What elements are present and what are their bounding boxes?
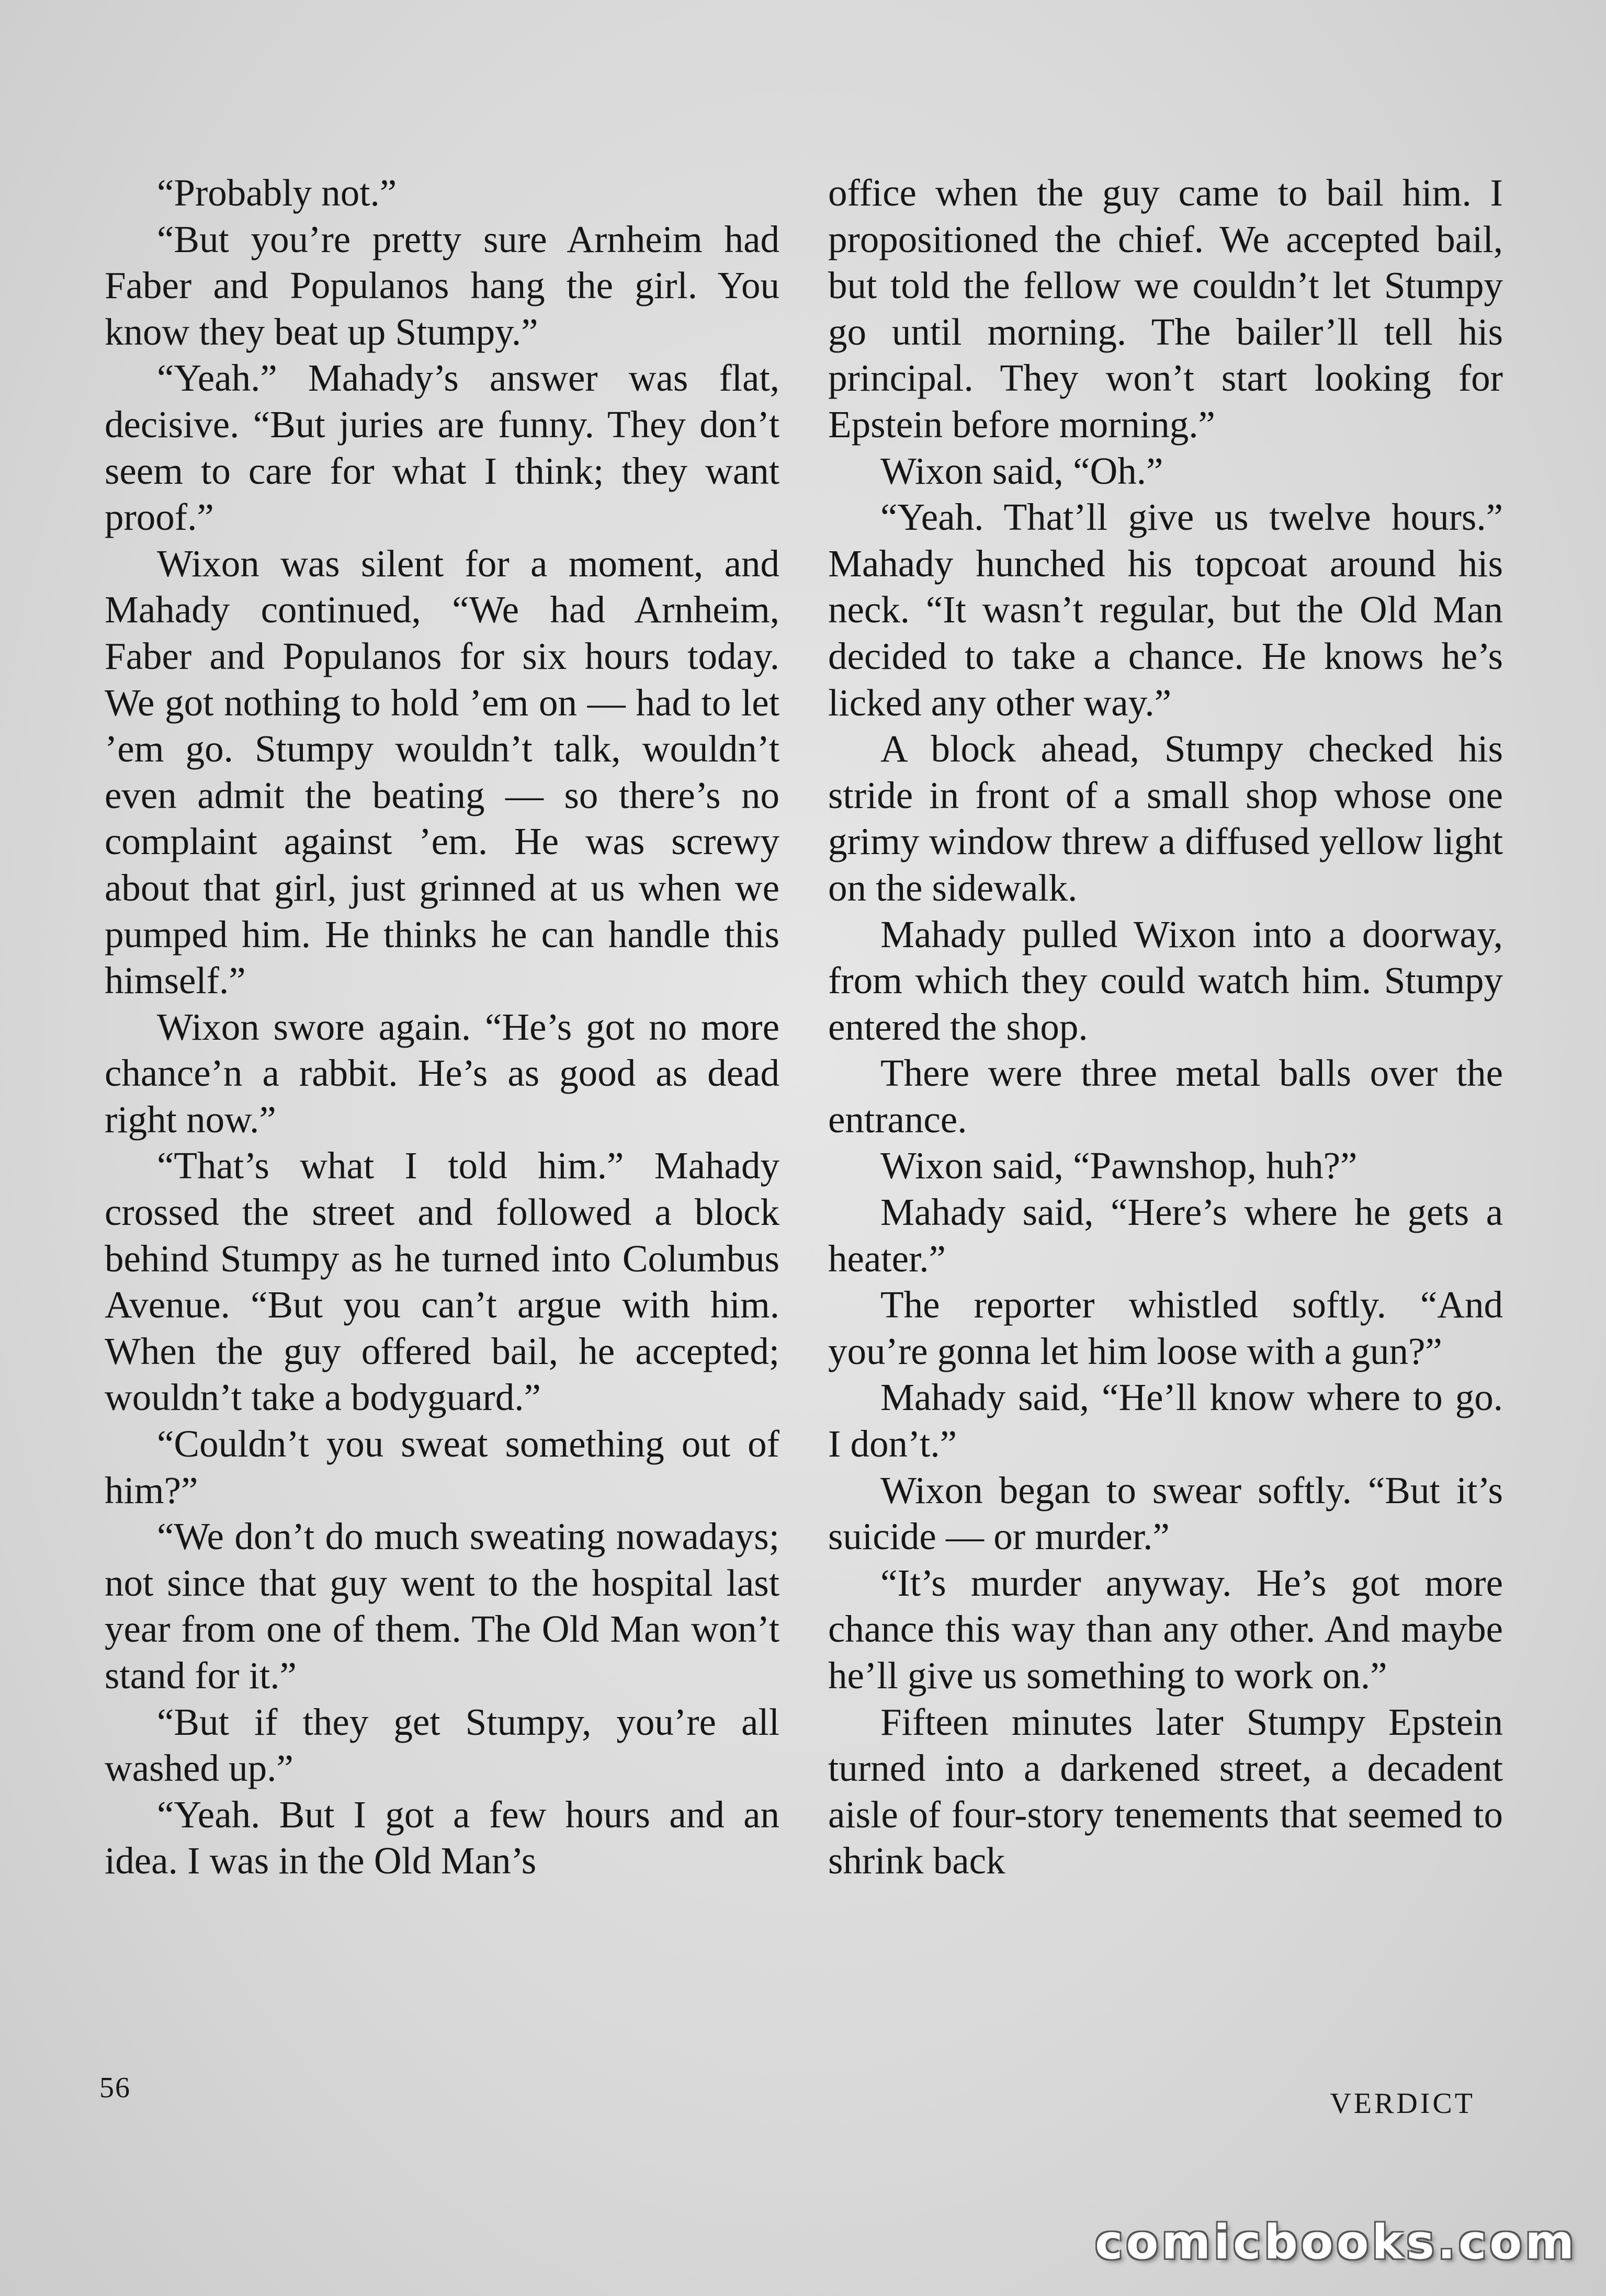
paragraph: Mahady pulled Wixon into a doorway, from which they could watch him. Stumpy entered the shop. [828,913,1503,1048]
paragraph: The reporter whistled softly. “And you’re gonna let him loose with a gun?” [828,1283,1503,1372]
page-number: 56 [99,2072,131,2104]
watermark-logo: comicbooks.com [1095,2215,1577,2270]
paragraph: “Couldn’t you sweat something out of him?” [105,1423,779,1511]
paragraph: Wixon began to swear softly. “But it’s suicide — or murder.” [828,1469,1503,1558]
paragraph: “But if they get Stumpy, you’re all washed up.” [105,1700,779,1790]
paragraph: There were three metal balls over the entrance. [828,1052,1503,1141]
paragraph: “Yeah.” Mahady’s answer was flat, decisive. “But juries are funny. They don’t seem to care for what I think; they want proof.” [105,357,779,539]
paragraph-continued: office when the guy came to bail him. I propositioned the chief. We accepted bail, but told the fellow we couldn’t let Stumpy go until morning. The bailer’ll tell his principal. They won’t start looking for Epstein before morning.” [828,172,1503,446]
paragraph: “We don’t do much sweating nowadays; not since that guy went to the hospital last year from one of them. The Old Man won’t stand for it.” [105,1515,779,1697]
paragraph: Mahady said, “Here’s where he gets a heater.” [828,1191,1503,1280]
left-text-column [105,170,779,1884]
paragraph: “That’s what I told him.” Mahady crossed the street and followed a block behind Stumpy as he turned into Columbus Avenue. “But you can’t argue with him. When the guy offered bail, he accepted; wouldn’t take a bodyguard.” [105,1144,779,1419]
right-text-column [828,170,1503,1884]
magazine-name: VERDICT [1330,2087,1475,2120]
paragraph: A block ahead, Stumpy checked his stride in front of a small shop whose one grimy window threw a diffused yellow light on the sidewalk. [828,728,1503,909]
paragraph: “Yeah. That’ll give us twelve hours.” Mahady hunched his topcoat around his neck. “It wasn’t regular, but the Old Man decided to take a chance. He knows he’s licked any other way.” [828,496,1503,724]
paragraph: Mahady said, “He’ll know where to go. I don’t.” [828,1376,1503,1465]
paragraph: Wixon said, “Pawnshop, huh?” [880,1144,1358,1187]
paragraph: Wixon said, “Oh.” [880,449,1163,492]
paragraph: “Yeah. But I got a few hours and an idea. I was in the Old Man’s [105,1793,779,1882]
paragraph: “It’s murder anyway. He’s got more chance this way than any other. And maybe he’ll give us something to work on.” [828,1561,1503,1697]
paragraph: “Probably not.” [157,172,397,214]
paragraph: “But you’re pretty sure Arnheim had Faber and Populanos hang the girl. You know they beat up Stumpy.” [105,218,779,353]
paragraph: Wixon was silent for a moment, and Mahady continued, “We had Arnheim, Faber and Populanos for six hours today. We got nothing to hold ’em on — had to let ’em go. Stumpy wouldn’t talk, wouldn’t even admit the beating — so there’s no complaint against ’em. He was screwy about that girl, just grinned at us when we pumped him. He thinks he can handle this himself.” [105,542,779,1002]
paragraph: Fifteen minutes later Stumpy Epstein turned into a darkened street, a decadent aisle of four-story tenements that seemed to shrink back [828,1700,1503,1882]
paragraph: Wixon swore again. “He’s got no more chance’n a rabbit. He’s as good as dead right now.” [105,1005,779,1141]
